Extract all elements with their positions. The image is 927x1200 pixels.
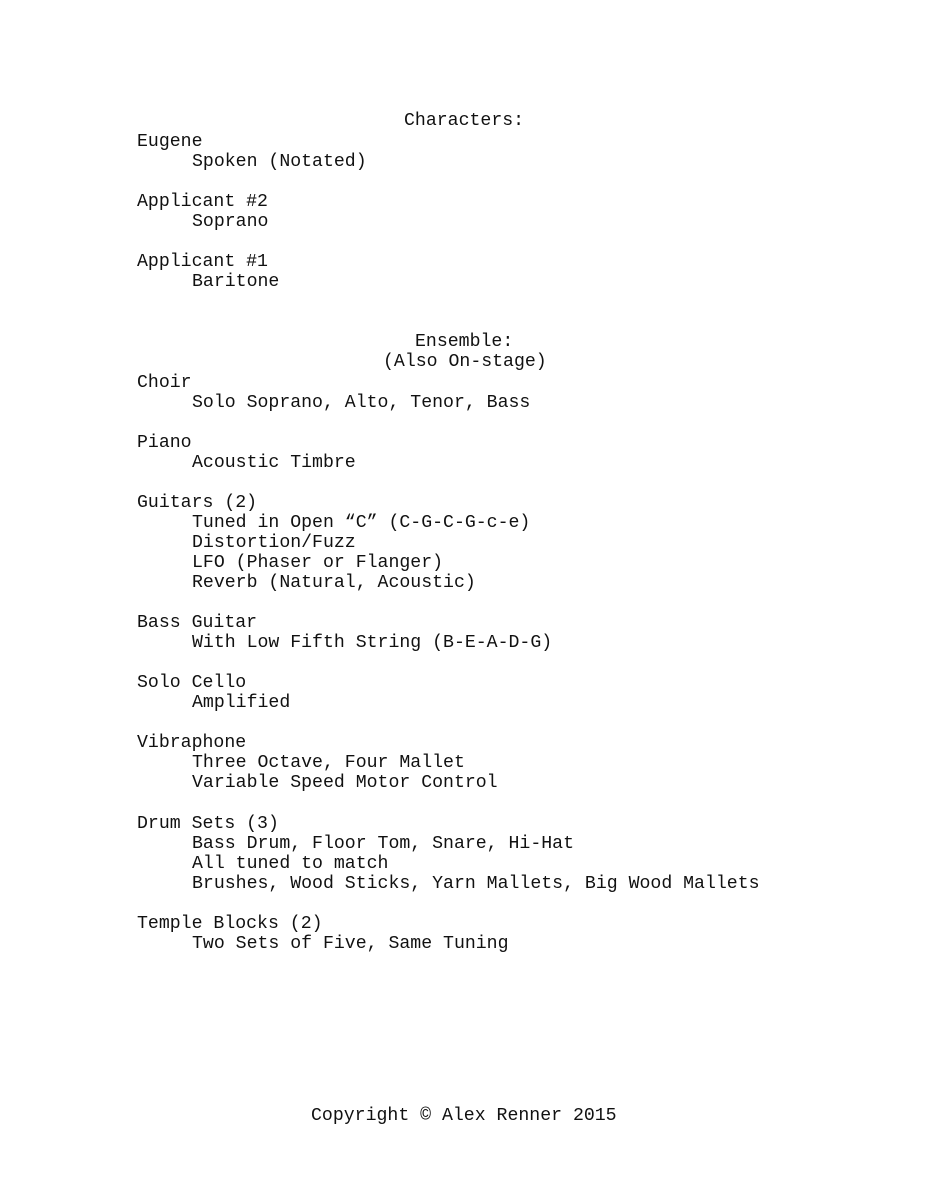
instrument-detail: Two Sets of Five, Same Tuning [192, 934, 509, 954]
instrument-detail: Acoustic Timbre [192, 453, 356, 473]
instrument-detail: Solo Soprano, Alto, Tenor, Bass [192, 393, 531, 413]
instrument-detail: All tuned to match [192, 854, 389, 874]
instrument-detail: Tuned in Open “C” (C-G-C-G-c-e) [192, 513, 531, 533]
characters-heading: Characters: [404, 111, 525, 131]
instrument-name: Choir [137, 373, 192, 393]
instrument-name: Bass Guitar [137, 613, 258, 633]
instrument-detail: Brushes, Wood Sticks, Yarn Mallets, Big Wood Mallets [192, 874, 760, 894]
instrument-detail: With Low Fifth String (B-E-A-D-G) [192, 633, 553, 653]
instrument-detail: LFO (Phaser or Flanger) [192, 553, 444, 573]
character-name: Eugene [137, 132, 203, 152]
character-detail: Baritone [192, 272, 280, 292]
instrument-name: Vibraphone [137, 733, 247, 753]
instrument-name: Temple Blocks (2) [137, 914, 323, 934]
character-name: Applicant #2 [137, 192, 268, 212]
instrument-name: Piano [137, 433, 192, 453]
ensemble-subheading: (Also On-stage) [383, 352, 547, 372]
copyright-notice: Copyright © Alex Renner 2015 [311, 1106, 617, 1126]
instrument-detail: Reverb (Natural, Acoustic) [192, 573, 476, 593]
instrument-detail: Bass Drum, Floor Tom, Snare, Hi-Hat [192, 834, 574, 854]
instrument-detail: Amplified [192, 693, 291, 713]
instrument-name: Solo Cello [137, 673, 247, 693]
ensemble-heading: Ensemble: [415, 332, 514, 352]
instrument-name: Guitars (2) [137, 493, 258, 513]
character-name: Applicant #1 [137, 252, 268, 272]
instrument-detail: Variable Speed Motor Control [192, 773, 498, 793]
character-detail: Spoken (Notated) [192, 152, 367, 172]
instrument-detail: Three Octave, Four Mallet [192, 753, 465, 773]
instrument-detail: Distortion/Fuzz [192, 533, 356, 553]
instrument-name: Drum Sets (3) [137, 814, 279, 834]
character-detail: Soprano [192, 212, 269, 232]
